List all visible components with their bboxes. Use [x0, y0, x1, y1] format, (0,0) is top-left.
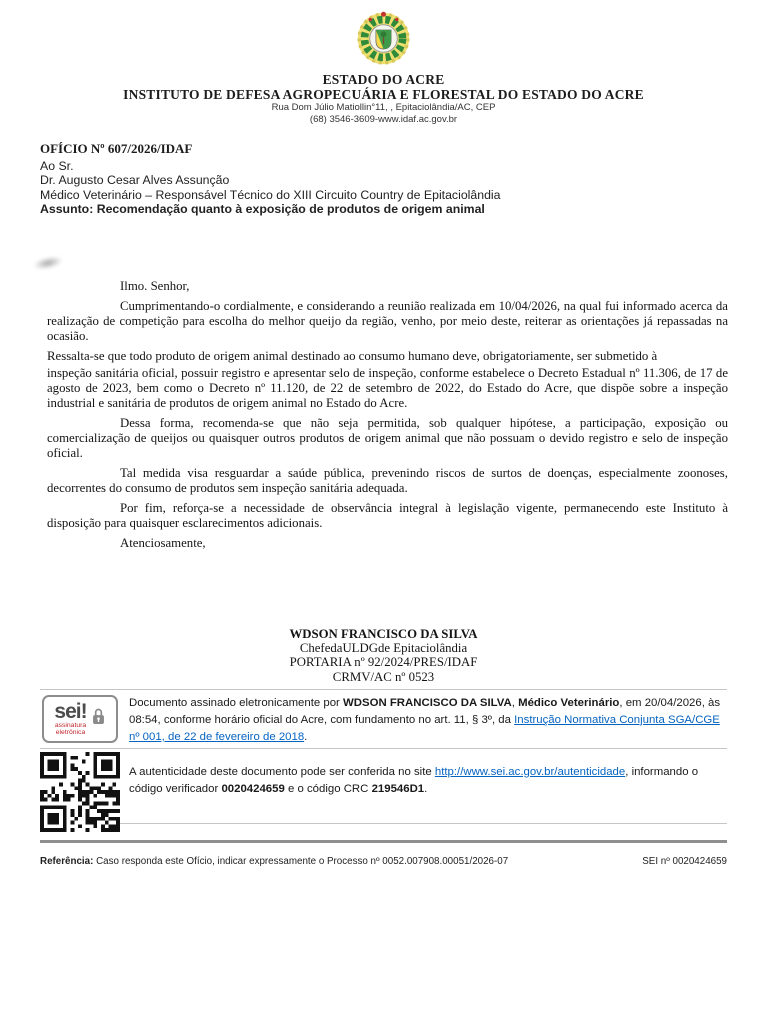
org-address: Rua Dom Júlio Matiollin°11, , Epitaciolândia/AC, CEP	[271, 102, 496, 113]
signer-crmv: CRMV/AC nº 0523	[332, 669, 435, 684]
signed-by-role: Médico Veterinário	[518, 697, 620, 709]
ink-smudge	[32, 254, 64, 272]
authenticity-site-link[interactable]: http://www.sei.ac.gov.br/autenticidade	[434, 766, 626, 778]
body-paragraph: Por fim, reforça-se a necessidade de observância integral à legislação vigente, permanecendo este Instituto à disposição para quaisquer esclarecimentos adicionais.	[47, 501, 728, 530]
sei-logo-subtext: assinatura	[54, 721, 87, 729]
signer-name: WDSON FRANCISCO DA SILVA	[289, 627, 478, 641]
body-paragraph: Dessa forma, recomenda-se que não seja permitida, sob qualquer hipótese, a participação, exposição ou comercialização de queijos ou quaisquer outros produtos de origem animal que não possuam o devido registro e selo de inspeção oficial.	[47, 416, 728, 460]
authenticity-statement: A autenticidade deste documento pode ser conferida no site http://www.sei.ac.gov.br/autenticidade, informando o código verificador 0020424659 e o código CRC 219546D1.	[129, 766, 699, 795]
body-paragraph: Tal medida visa resguardar a saúde pública, prevenindo riscos de surtos de doenças, especialmente zoonoses, decorrentes do consumo de produtos sem inspeção sanitária adequada.	[47, 466, 728, 495]
letter-body	[47, 279, 728, 556]
padlock-icon	[91, 707, 106, 731]
reference-note: Referência: Caso responda este Ofício, indicar expressamente o Processo nº 0052.007908.00051/2026-07	[40, 856, 509, 867]
footer-divider	[40, 840, 727, 843]
org-name-line2: INSTITUTO DE DEFESA AGROPECUÁRIA E FLORESTAL DO ESTADO DO ACRE	[123, 87, 644, 102]
normative-instruction-link[interactable]: Instrução Normativa Conjunta SGA/CGE nº 001, de 22 de fevereiro de 2018	[129, 713, 720, 743]
signer-portaria: PORTARIA nº 92/2024/PRES/IDAF	[289, 655, 478, 670]
reference-label: Referência:	[40, 856, 94, 867]
sei-logo: sei! assinatura eletrônica	[42, 695, 118, 743]
org-phone-website: (68) 3546-3609-www.idaf.ac.gov.br	[309, 113, 458, 125]
body-paragraph: Cumprimentando-o cordialmente, e considerando a reunião realizada em 10/04/2026, na qual fui informado acerca da realização de competição para escolha do melhor queijo da região, venho, por meio deste, reiterar as orientações já repassadas na ocasião.	[47, 299, 728, 343]
sei-number: SEI nº 0020424659	[642, 856, 727, 867]
body-paragraph: inspeção sanitária oficial, possuir registro e apresentar selo de inspeção, conforme estabelece o Decreto Estadual nº 11.306, de 17 de agosto de 2023, bem como o Decreto nº 11.120, de 22 de setembro de 2022, do Estado do Acre, que dispõe sobre a inspeção industrial e sanitária de produtos de origem animal no Estado do Acre.	[47, 366, 728, 410]
qr-code	[40, 752, 120, 832]
signer-title: ChefedaULDGde Epitaciolândia	[299, 641, 468, 656]
signed-by-name: WDSON FRANCISCO DA SILVA	[343, 697, 512, 709]
signature-block	[0, 627, 767, 684]
oficio-number: OFÍCIO Nº 607/2026/IDAF	[40, 141, 193, 156]
verifier-code: 0020424659	[221, 782, 285, 795]
divider	[40, 748, 727, 749]
letterhead	[0, 10, 767, 125]
recipient-block	[40, 141, 500, 216]
authenticity-section	[40, 752, 729, 832]
acre-coat-of-arms-icon	[355, 10, 412, 72]
body-paragraph: Ressalta-se que todo produto de origem animal destinado ao consumo humano deve, obrigatoriamente, ser submetido à	[47, 349, 658, 363]
closing-salutation: Atenciosamente,	[120, 536, 206, 550]
recipient-title: Médico Veterinário – Responsável Técnico do XIII Circuito Country de Epitaciolândia	[40, 187, 501, 202]
sei-logo-text: sei!	[54, 699, 87, 723]
recipient-name: Dr. Augusto Cesar Alves Assunção	[40, 173, 230, 188]
recipient-line-1: Ao Sr.	[40, 159, 74, 173]
subject-line: Assunto: Recomendação quanto à exposição de produtos de origem animal	[40, 201, 485, 216]
org-name-line1: ESTADO DO ACRE	[322, 72, 445, 87]
crc-code: 219546D1	[371, 782, 425, 795]
page-footer	[40, 856, 727, 867]
divider	[40, 689, 727, 690]
electronic-signature-section	[42, 695, 729, 745]
salutation: Ilmo. Senhor,	[120, 279, 190, 293]
electronic-signature-statement: Documento assinado eletronicamente por WDSON FRANCISCO DA SILVA, Médico Veterinário, em 20/04/2026, às 08:54, conforme horário oficial do Acre, com fundamento no art. 11, § 3º, da Instrução Normativa Conjunta SGA/CGE nº 001, de 22 de fevereiro de 2018.	[129, 697, 721, 743]
